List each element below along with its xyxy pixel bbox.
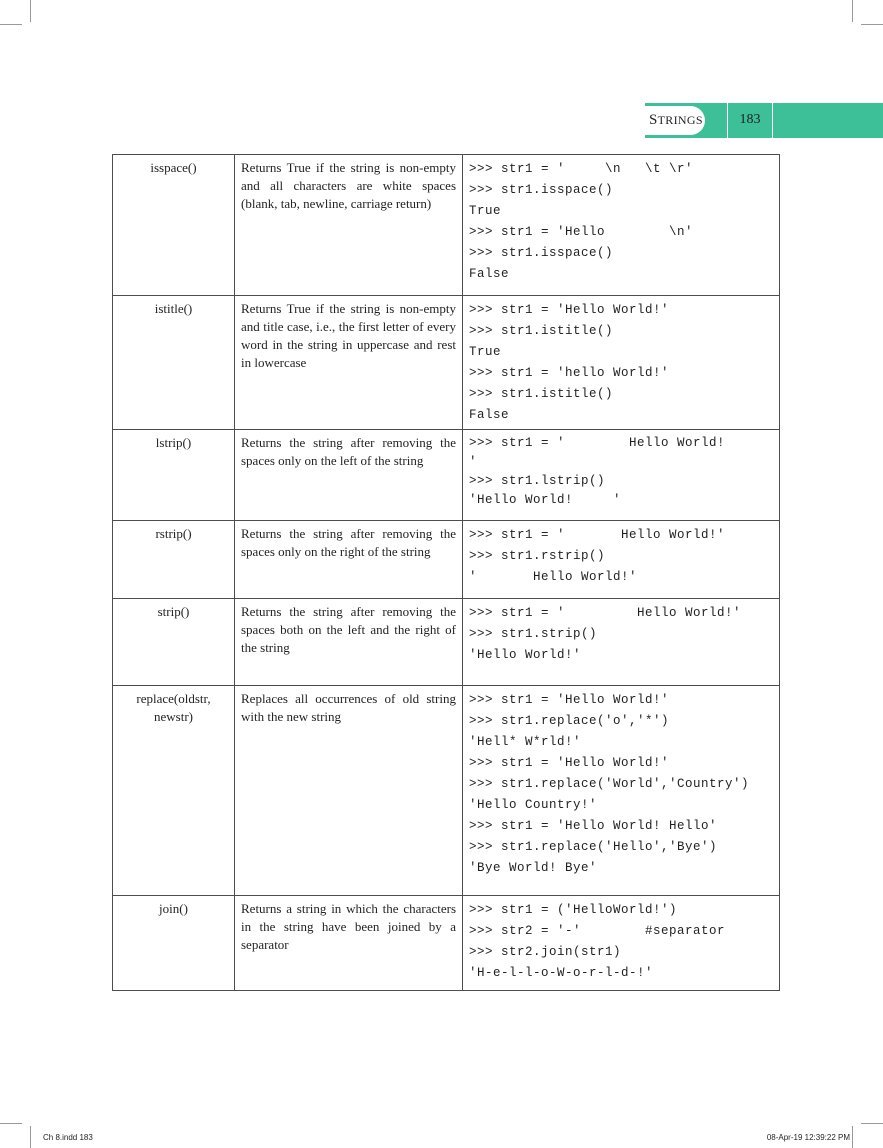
method-example <box>463 686 780 896</box>
method-name: replace(oldstr, newstr) <box>113 686 235 896</box>
code-line: False <box>469 267 510 281</box>
crop-mark <box>861 1123 883 1124</box>
crop-mark <box>30 0 31 22</box>
code-line: >>> str1.istitle() <box>469 324 614 338</box>
section-title-rest: TRINGS <box>657 113 703 127</box>
method-name: join() <box>113 896 235 991</box>
code-line: >>> str1 = ('HelloWorld!') <box>469 903 678 917</box>
table-row <box>113 521 780 599</box>
code-line: >>> str1 = ' Hello World!' <box>469 528 726 542</box>
code-line: >>> str1.strip() <box>469 627 598 641</box>
page-number: 183 <box>727 103 773 138</box>
code-line: ' <box>469 455 478 469</box>
table-row <box>113 599 780 686</box>
code-line: >>> str1 = 'Hello World!' <box>469 693 670 707</box>
code-line: 'H-e-l-l-o-W-o-r-l-d-!' <box>469 966 654 980</box>
method-description: Returns the string after removing the spaces only on the left of the string <box>235 430 463 521</box>
crop-mark <box>852 0 853 22</box>
table-row <box>113 296 780 430</box>
section-title <box>645 106 705 135</box>
code-line: 'Hello Country!' <box>469 798 598 812</box>
code-line: False <box>469 408 510 422</box>
running-header <box>645 103 883 138</box>
code-line: >>> str1 = ' Hello World! <box>469 436 726 450</box>
table-row <box>113 896 780 991</box>
method-description: Returns True if the string is non-empty and all characters are white spaces (blank, tab, newline, carriage return) <box>235 155 463 296</box>
code-line: 'Hell* W*rld!' <box>469 735 582 749</box>
table-row <box>113 686 780 896</box>
code-line: >>> str1.isspace() <box>469 246 614 260</box>
code-line: 'Bye World! Bye' <box>469 861 598 875</box>
code-line: >>> str2 = '-' #separator <box>469 924 726 938</box>
code-line: >>> str1.istitle() <box>469 387 614 401</box>
method-example <box>463 896 780 991</box>
footer-timestamp: 08-Apr-19 12:39:22 PM <box>766 1133 850 1142</box>
method-description: Returns a string in which the characters in the string have been joined by a separator <box>235 896 463 991</box>
code-line: 'Hello World!' <box>469 648 582 662</box>
code-line: >>> str1 = 'Hello World! Hello' <box>469 819 718 833</box>
method-name: rstrip() <box>113 521 235 599</box>
method-description: Returns the string after removing the spaces only on the right of the string <box>235 521 463 599</box>
code-line: >>> str1.lstrip() <box>469 474 606 488</box>
code-line: >>> str1 = 'hello World!' <box>469 366 670 380</box>
method-example <box>463 521 780 599</box>
code-line: >>> str1 = ' Hello World!' <box>469 606 742 620</box>
code-line: >>> str2.join(str1) <box>469 945 622 959</box>
code-line: >>> str1 = 'Hello World!' <box>469 303 670 317</box>
code-line: >>> str1.rstrip() <box>469 549 606 563</box>
code-line: True <box>469 345 502 359</box>
crop-mark <box>0 24 22 25</box>
code-line: >>> str1 = 'Hello World!' <box>469 756 670 770</box>
table-row <box>113 430 780 521</box>
method-description: Returns the string after removing the spaces both on the left and the right of the string <box>235 599 463 686</box>
code-line: >>> str1 = 'Hello \n' <box>469 225 694 239</box>
crop-mark <box>0 1123 22 1124</box>
method-name: lstrip() <box>113 430 235 521</box>
method-description: Returns True if the string is non-empty and title case, i.e., the first letter of every word in the string in uppercase and rest in lowercase <box>235 296 463 430</box>
code-line: >>> str1.replace('Hello','Bye') <box>469 840 718 854</box>
code-line: >>> str1.isspace() <box>469 183 614 197</box>
code-line: >>> str1 = ' \n \t \r' <box>469 162 694 176</box>
crop-mark <box>861 24 883 25</box>
code-line: >>> str1.replace('World','Country') <box>469 777 750 791</box>
crop-mark <box>30 1126 31 1148</box>
method-name: istitle() <box>113 296 235 430</box>
method-description: Replaces all occurrences of old string with the new string <box>235 686 463 896</box>
code-line: >>> str1.replace('o','*') <box>469 714 670 728</box>
code-line: ' Hello World!' <box>469 570 638 584</box>
method-example <box>463 155 780 296</box>
string-methods-table <box>112 154 780 991</box>
method-example <box>463 430 780 521</box>
crop-mark <box>852 1126 853 1148</box>
code-line: True <box>469 204 502 218</box>
method-name: strip() <box>113 599 235 686</box>
method-example <box>463 599 780 686</box>
code-line: 'Hello World! ' <box>469 493 622 507</box>
footer-file-info: Ch 8.indd 183 <box>43 1133 93 1142</box>
method-example <box>463 296 780 430</box>
method-name: isspace() <box>113 155 235 296</box>
section-title-cap: S <box>649 112 658 128</box>
table-row <box>113 155 780 296</box>
